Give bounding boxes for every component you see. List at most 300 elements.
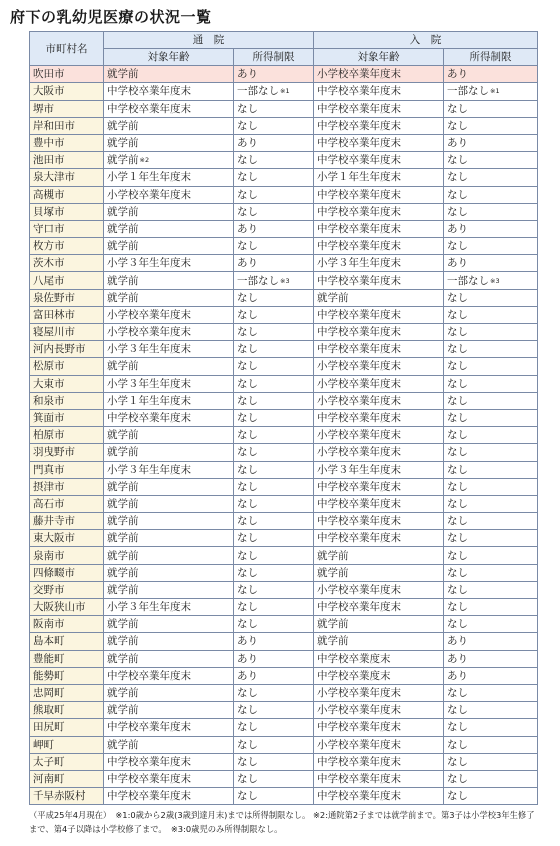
inpatient-income-cell <box>444 100 538 117</box>
municipality-cell-text: 高石市 <box>33 497 65 510</box>
inpatient-income-cell-text: なし <box>447 102 468 115</box>
municipality-cell <box>30 409 104 426</box>
inpatient-income-cell-text: なし <box>447 154 468 167</box>
inpatient-age-cell <box>314 272 444 289</box>
inpatient-age-header: 対象年齢 <box>314 49 444 66</box>
medical-status-table <box>29 31 538 805</box>
municipality-cell <box>30 392 104 409</box>
inpatient-age-cell-text: 中学校卒業年度末 <box>317 274 401 287</box>
outpatient-income-cell <box>234 667 314 684</box>
inpatient-age-cell <box>314 169 444 186</box>
outpatient-age-cell-text: 中学校卒業年度末 <box>107 669 191 682</box>
inpatient-income-cell-text: なし <box>447 240 468 253</box>
inpatient-age-cell-text: 中学校卒業年度末 <box>317 240 401 253</box>
outpatient-income-cell-text: なし <box>237 497 258 510</box>
municipality-cell <box>30 203 104 220</box>
municipality-cell <box>30 719 104 736</box>
outpatient-income-cell-text: なし <box>237 308 258 321</box>
outpatient-age-cell-text: 小学１年生年度末 <box>107 394 191 407</box>
inpatient-age-cell-text: 中学校卒業年度末 <box>317 532 401 545</box>
table-row <box>30 530 538 547</box>
municipality-cell-text: 和泉市 <box>33 394 65 407</box>
inpatient-income-cell <box>444 478 538 495</box>
municipality-cell-text: 泉南市 <box>33 549 65 562</box>
municipality-cell-text: 太子町 <box>33 755 65 768</box>
municipality-cell <box>30 616 104 633</box>
outpatient-age-cell <box>104 444 234 461</box>
municipality-cell-text: 池田市 <box>33 154 65 167</box>
inpatient-income-cell <box>444 616 538 633</box>
inpatient-income-cell-text: 一部なし <box>447 274 489 287</box>
outpatient-age-cell-text: 小学校卒業年度末 <box>107 188 191 201</box>
municipality-cell-text: 大阪狭山市 <box>33 601 86 614</box>
inpatient-age-cell-text: 小学校卒業年度末 <box>317 738 401 751</box>
outpatient-age-cell-text: 中学校卒業年度末 <box>107 790 191 803</box>
inpatient-income-cell-text: なし <box>447 394 468 407</box>
outpatient-age-cell <box>104 427 234 444</box>
municipality-cell-text: 能勢町 <box>33 669 65 682</box>
outpatient-income-cell-text: なし <box>237 463 258 476</box>
table-row <box>30 599 538 616</box>
outpatient-age-cell <box>104 117 234 134</box>
outpatient-age-cell-text: 小学３年生年度末 <box>107 377 191 390</box>
outpatient-income-cell <box>234 444 314 461</box>
outpatient-income-cell <box>234 495 314 512</box>
table-row <box>30 203 538 220</box>
outpatient-income-cell <box>234 169 314 186</box>
municipality-cell-text: 島本町 <box>33 635 65 648</box>
inpatient-income-cell <box>444 220 538 237</box>
outpatient-age-cell-text: 就学前 <box>107 738 139 751</box>
outpatient-age-cell <box>104 513 234 530</box>
table-row <box>30 633 538 650</box>
footnote-marker: ※1 <box>490 87 500 96</box>
inpatient-age-cell-text: 中学校卒業年度末 <box>317 755 401 768</box>
outpatient-income-cell <box>234 530 314 547</box>
inpatient-income-cell <box>444 358 538 375</box>
inpatient-income-cell <box>444 547 538 564</box>
inpatient-income-cell-text: なし <box>447 377 468 390</box>
footnote-marker: ※3 <box>490 276 500 285</box>
outpatient-age-cell-text: 就学前 <box>107 549 139 562</box>
inpatient-income-cell-text: なし <box>447 429 468 442</box>
municipality-cell <box>30 461 104 478</box>
inpatient-age-cell <box>314 513 444 530</box>
outpatient-income-cell <box>234 83 314 100</box>
outpatient-income-cell <box>234 753 314 770</box>
outpatient-income-cell <box>234 547 314 564</box>
municipality-cell <box>30 599 104 616</box>
inpatient-income-cell-text: なし <box>447 687 468 700</box>
inpatient-income-cell <box>444 324 538 341</box>
outpatient-income-cell <box>234 152 314 169</box>
municipality-cell-text: 泉佐野市 <box>33 291 75 304</box>
outpatient-income-cell-text: なし <box>237 377 258 390</box>
municipality-cell-text: 摂津市 <box>33 480 65 493</box>
inpatient-income-cell-text: あり <box>447 137 468 150</box>
table-row <box>30 667 538 684</box>
inpatient-age-cell-text: 中学校卒業年度末 <box>317 222 401 235</box>
municipality-cell-text: 守口市 <box>33 222 65 235</box>
inpatient-age-cell-text: 中学校卒業年度末 <box>317 137 401 150</box>
inpatient-age-cell-text: 中学校卒業年度末 <box>317 102 401 115</box>
outpatient-income-cell <box>234 633 314 650</box>
outpatient-income-cell-text: なし <box>237 790 258 803</box>
outpatient-income-cell-text: なし <box>237 102 258 115</box>
municipality-cell-text: 河内長野市 <box>33 343 86 356</box>
inpatient-income-header: 所得制限 <box>444 49 538 66</box>
municipality-cell-text: 東大阪市 <box>33 532 75 545</box>
outpatient-age-cell <box>104 186 234 203</box>
inpatient-income-cell-text: なし <box>447 171 468 184</box>
table-row <box>30 306 538 323</box>
inpatient-age-cell <box>314 495 444 512</box>
outpatient-income-cell <box>234 478 314 495</box>
outpatient-age-cell <box>104 495 234 512</box>
inpatient-age-cell-text: 小学校卒業年度末 <box>317 429 401 442</box>
inpatient-age-cell <box>314 667 444 684</box>
inpatient-age-cell-text: 中学校卒業年度末 <box>317 188 401 201</box>
inpatient-income-cell <box>444 788 538 805</box>
outpatient-age-cell <box>104 66 234 83</box>
table-row <box>30 444 538 461</box>
inpatient-age-cell <box>314 358 444 375</box>
inpatient-income-cell <box>444 599 538 616</box>
municipality-cell-text: 大東市 <box>33 377 65 390</box>
table-row <box>30 788 538 805</box>
table-row <box>30 392 538 409</box>
outpatient-income-cell-text: なし <box>237 188 258 201</box>
outpatient-income-cell-text: なし <box>237 515 258 528</box>
table-row <box>30 255 538 272</box>
municipality-cell <box>30 581 104 598</box>
table-row <box>30 461 538 478</box>
inpatient-age-cell-text: 小学校卒業年度末 <box>317 68 401 81</box>
table-body <box>30 66 538 805</box>
inpatient-age-cell-text: 小学校卒業年度末 <box>317 377 401 390</box>
table-row <box>30 753 538 770</box>
inpatient-age-cell <box>314 753 444 770</box>
inpatient-age-cell <box>314 409 444 426</box>
inpatient-income-cell-text: なし <box>447 601 468 614</box>
outpatient-age-cell-text: 就学前 <box>107 635 139 648</box>
inpatient-age-cell <box>314 289 444 306</box>
outpatient-age-cell-text: 就学前 <box>107 291 139 304</box>
outpatient-income-cell-text: なし <box>237 205 258 218</box>
municipality-cell <box>30 564 104 581</box>
inpatient-age-cell-text: 中学校卒業年度末 <box>317 343 401 356</box>
outpatient-age-cell <box>104 461 234 478</box>
municipality-cell-text: 四條畷市 <box>33 566 75 579</box>
municipality-cell-text: 高槻市 <box>33 188 65 201</box>
municipality-cell-text: 河南町 <box>33 772 65 785</box>
outpatient-income-cell-text: なし <box>237 618 258 631</box>
outpatient-income-cell-text: あり <box>237 635 258 648</box>
outpatient-age-cell-text: 就学前 <box>107 652 139 665</box>
inpatient-income-cell <box>444 66 538 83</box>
inpatient-income-cell-text: なし <box>447 772 468 785</box>
inpatient-income-cell-text: なし <box>447 308 468 321</box>
inpatient-income-cell-text: なし <box>447 704 468 717</box>
table-row <box>30 616 538 633</box>
outpatient-income-cell-text: なし <box>237 154 258 167</box>
municipality-cell <box>30 650 104 667</box>
inpatient-age-cell-text: 中学校卒業年度末 <box>317 772 401 785</box>
outpatient-age-cell <box>104 392 234 409</box>
inpatient-age-cell-text: 中学校卒業年度末 <box>317 601 401 614</box>
inpatient-age-cell-text: 中学校卒業年度末 <box>317 790 401 803</box>
outpatient-age-cell <box>104 633 234 650</box>
municipality-cell <box>30 513 104 530</box>
outpatient-age-cell <box>104 719 234 736</box>
inpatient-income-cell-text: なし <box>447 463 468 476</box>
outpatient-income-cell-text: 一部なし <box>237 274 279 287</box>
footnote-marker: ※3 <box>280 276 290 285</box>
inpatient-age-cell <box>314 392 444 409</box>
outpatient-income-cell <box>234 375 314 392</box>
table-row <box>30 272 538 289</box>
outpatient-income-cell-text: なし <box>237 429 258 442</box>
outpatient-age-cell <box>104 736 234 753</box>
outpatient-age-cell <box>104 306 234 323</box>
outpatient-age-cell <box>104 375 234 392</box>
inpatient-age-cell <box>314 203 444 220</box>
outpatient-income-cell <box>234 788 314 805</box>
outpatient-age-cell <box>104 100 234 117</box>
outpatient-age-cell-text: 就学前 <box>107 566 139 579</box>
outpatient-age-cell-text: 小学３年生年度末 <box>107 463 191 476</box>
outpatient-age-cell-text: 中学校卒業年度末 <box>107 85 191 98</box>
outpatient-income-cell-text: なし <box>237 772 258 785</box>
municipality-cell-text: 熊取町 <box>33 704 65 717</box>
outpatient-age-cell <box>104 770 234 787</box>
inpatient-income-cell-text: なし <box>447 446 468 459</box>
inpatient-age-cell <box>314 684 444 701</box>
municipality-cell-text: 豊能町 <box>33 652 65 665</box>
municipality-cell <box>30 667 104 684</box>
municipality-cell-text: 柏原市 <box>33 429 65 442</box>
inpatient-age-cell <box>314 66 444 83</box>
inpatient-income-cell <box>444 152 538 169</box>
inpatient-income-cell-text: なし <box>447 721 468 734</box>
inpatient-income-cell <box>444 117 538 134</box>
inpatient-income-cell-text: なし <box>447 618 468 631</box>
municipality-cell-text: 忠岡町 <box>33 687 65 700</box>
outpatient-age-cell-text: 就学前 <box>107 704 139 717</box>
outpatient-age-cell-text: 小学１年生年度末 <box>107 171 191 184</box>
inpatient-income-cell <box>444 530 538 547</box>
inpatient-age-cell-text: 小学３年生年度末 <box>317 257 401 270</box>
inpatient-income-cell <box>444 409 538 426</box>
inpatient-age-cell <box>314 134 444 151</box>
table-row <box>30 341 538 358</box>
outpatient-age-cell-text: 就学前 <box>107 205 139 218</box>
inpatient-age-cell-text: 就学前 <box>317 635 349 648</box>
outpatient-age-cell <box>104 238 234 255</box>
inpatient-income-cell-text: なし <box>447 515 468 528</box>
outpatient-income-cell <box>234 341 314 358</box>
inpatient-age-cell <box>314 770 444 787</box>
outpatient-income-cell <box>234 461 314 478</box>
municipality-cell <box>30 324 104 341</box>
inpatient-income-cell <box>444 753 538 770</box>
outpatient-income-cell <box>234 358 314 375</box>
outpatient-income-cell-text: なし <box>237 738 258 751</box>
table-row <box>30 770 538 787</box>
outpatient-age-cell-text: 就学前 <box>107 480 139 493</box>
table-row <box>30 289 538 306</box>
municipality-cell-text: 藤井寺市 <box>33 515 75 528</box>
outpatient-age-cell-text: 中学校卒業年度末 <box>107 102 191 115</box>
municipality-cell <box>30 83 104 100</box>
page-title: 府下の乳幼児医療の状況一覧 <box>10 8 212 26</box>
inpatient-income-cell-text: なし <box>447 755 468 768</box>
inpatient-income-cell <box>444 702 538 719</box>
inpatient-age-cell <box>314 564 444 581</box>
outpatient-age-cell <box>104 341 234 358</box>
outpatient-income-cell-text: あり <box>237 222 258 235</box>
municipality-cell-text: 門真市 <box>33 463 65 476</box>
outpatient-income-cell <box>234 66 314 83</box>
inpatient-age-cell-text: 中学校卒業年度末 <box>317 205 401 218</box>
outpatient-age-cell-text: 就学前 <box>107 446 139 459</box>
outpatient-income-cell-text: なし <box>237 532 258 545</box>
outpatient-age-cell-text: 就学前 <box>107 274 139 287</box>
municipality-cell-text: 茨木市 <box>33 257 65 270</box>
outpatient-age-cell-text: 就学前 <box>107 532 139 545</box>
municipality-cell <box>30 684 104 701</box>
inpatient-age-cell <box>314 152 444 169</box>
table-row <box>30 358 538 375</box>
inpatient-income-cell-text: なし <box>447 738 468 751</box>
table-row <box>30 495 538 512</box>
inpatient-income-cell-text: なし <box>447 549 468 562</box>
outpatient-income-cell <box>234 100 314 117</box>
outpatient-income-cell-text: あり <box>237 137 258 150</box>
outpatient-header: 通 院 <box>104 32 314 49</box>
outpatient-income-cell-text: なし <box>237 171 258 184</box>
inpatient-income-cell-text: なし <box>447 360 468 373</box>
table-row <box>30 702 538 719</box>
inpatient-age-cell <box>314 616 444 633</box>
outpatient-income-cell <box>234 272 314 289</box>
municipality-cell <box>30 444 104 461</box>
inpatient-age-cell-text: 小学３年生年度末 <box>317 463 401 476</box>
inpatient-income-cell <box>444 238 538 255</box>
municipality-cell-text: 千早赤阪村 <box>33 790 86 803</box>
inpatient-age-cell-text: 小学校卒業年度末 <box>317 394 401 407</box>
outpatient-age-cell <box>104 478 234 495</box>
outpatient-age-cell-text: 中学校卒業年度末 <box>107 755 191 768</box>
outpatient-income-cell-text: あり <box>237 669 258 682</box>
inpatient-age-cell <box>314 719 444 736</box>
inpatient-age-cell-text: 就学前 <box>317 549 349 562</box>
municipality-cell <box>30 341 104 358</box>
inpatient-age-cell <box>314 702 444 719</box>
inpatient-income-cell-text: なし <box>447 343 468 356</box>
outpatient-age-cell <box>104 788 234 805</box>
inpatient-age-cell <box>314 530 444 547</box>
inpatient-income-cell <box>444 736 538 753</box>
outpatient-income-cell-text: なし <box>237 394 258 407</box>
inpatient-age-cell <box>314 478 444 495</box>
inpatient-age-cell-text: 就学前 <box>317 618 349 631</box>
inpatient-income-cell <box>444 83 538 100</box>
outpatient-income-cell <box>234 427 314 444</box>
inpatient-income-cell-text: あり <box>447 652 468 665</box>
inpatient-age-cell <box>314 788 444 805</box>
outpatient-income-cell <box>234 203 314 220</box>
municipality-cell-text: 大阪市 <box>33 85 65 98</box>
outpatient-income-cell-text: なし <box>237 549 258 562</box>
inpatient-income-cell <box>444 513 538 530</box>
municipality-cell <box>30 186 104 203</box>
table-row <box>30 684 538 701</box>
inpatient-income-cell-text: なし <box>447 188 468 201</box>
inpatient-age-cell <box>314 736 444 753</box>
inpatient-age-cell-text: 小学１年生年度末 <box>317 171 401 184</box>
inpatient-header: 入 院 <box>314 32 538 49</box>
municipality-cell <box>30 169 104 186</box>
inpatient-age-cell <box>314 306 444 323</box>
outpatient-income-cell <box>234 324 314 341</box>
municipality-cell <box>30 100 104 117</box>
table-row <box>30 186 538 203</box>
inpatient-income-cell <box>444 564 538 581</box>
municipality-cell <box>30 306 104 323</box>
inpatient-age-cell-text: 就学前 <box>317 291 349 304</box>
outpatient-age-cell <box>104 272 234 289</box>
footnote-marker: ※2 <box>139 156 150 165</box>
outpatient-income-cell-text: なし <box>237 480 258 493</box>
inpatient-age-cell-text: 中学校卒業年度末 <box>317 308 401 321</box>
outpatient-age-cell-text: 就学前 <box>107 154 139 167</box>
outpatient-income-cell-text: なし <box>237 291 258 304</box>
inpatient-income-cell <box>444 392 538 409</box>
inpatient-income-cell <box>444 444 538 461</box>
inpatient-income-cell-text: なし <box>447 119 468 132</box>
inpatient-income-cell <box>444 461 538 478</box>
outpatient-income-cell-text: あり <box>237 68 258 81</box>
outpatient-income-cell <box>234 736 314 753</box>
outpatient-age-cell <box>104 409 234 426</box>
table-row <box>30 324 538 341</box>
table-row <box>30 736 538 753</box>
inpatient-income-cell <box>444 684 538 701</box>
municipality-cell-text: 豊中市 <box>33 137 65 150</box>
inpatient-income-cell-text: なし <box>447 583 468 596</box>
outpatient-income-cell <box>234 513 314 530</box>
inpatient-age-cell-text: 中学校卒業年度末 <box>317 154 401 167</box>
outpatient-income-cell <box>234 117 314 134</box>
outpatient-age-cell <box>104 324 234 341</box>
municipality-cell <box>30 530 104 547</box>
inpatient-age-cell-text: 小学校卒業年度末 <box>317 704 401 717</box>
municipality-cell-text: 貝塚市 <box>33 205 65 218</box>
inpatient-income-cell <box>444 341 538 358</box>
municipality-cell-text: 富田林市 <box>33 308 75 321</box>
inpatient-age-cell <box>314 633 444 650</box>
table-row <box>30 547 538 564</box>
table-row <box>30 581 538 598</box>
outpatient-age-cell <box>104 152 234 169</box>
inpatient-income-cell-text: なし <box>447 532 468 545</box>
outpatient-age-cell <box>104 83 234 100</box>
municipality-cell-text: 八尾市 <box>33 274 65 287</box>
outpatient-income-cell <box>234 564 314 581</box>
outpatient-age-header: 対象年齢 <box>104 49 234 66</box>
inpatient-age-cell-text: 中学校卒業年度末 <box>317 515 401 528</box>
